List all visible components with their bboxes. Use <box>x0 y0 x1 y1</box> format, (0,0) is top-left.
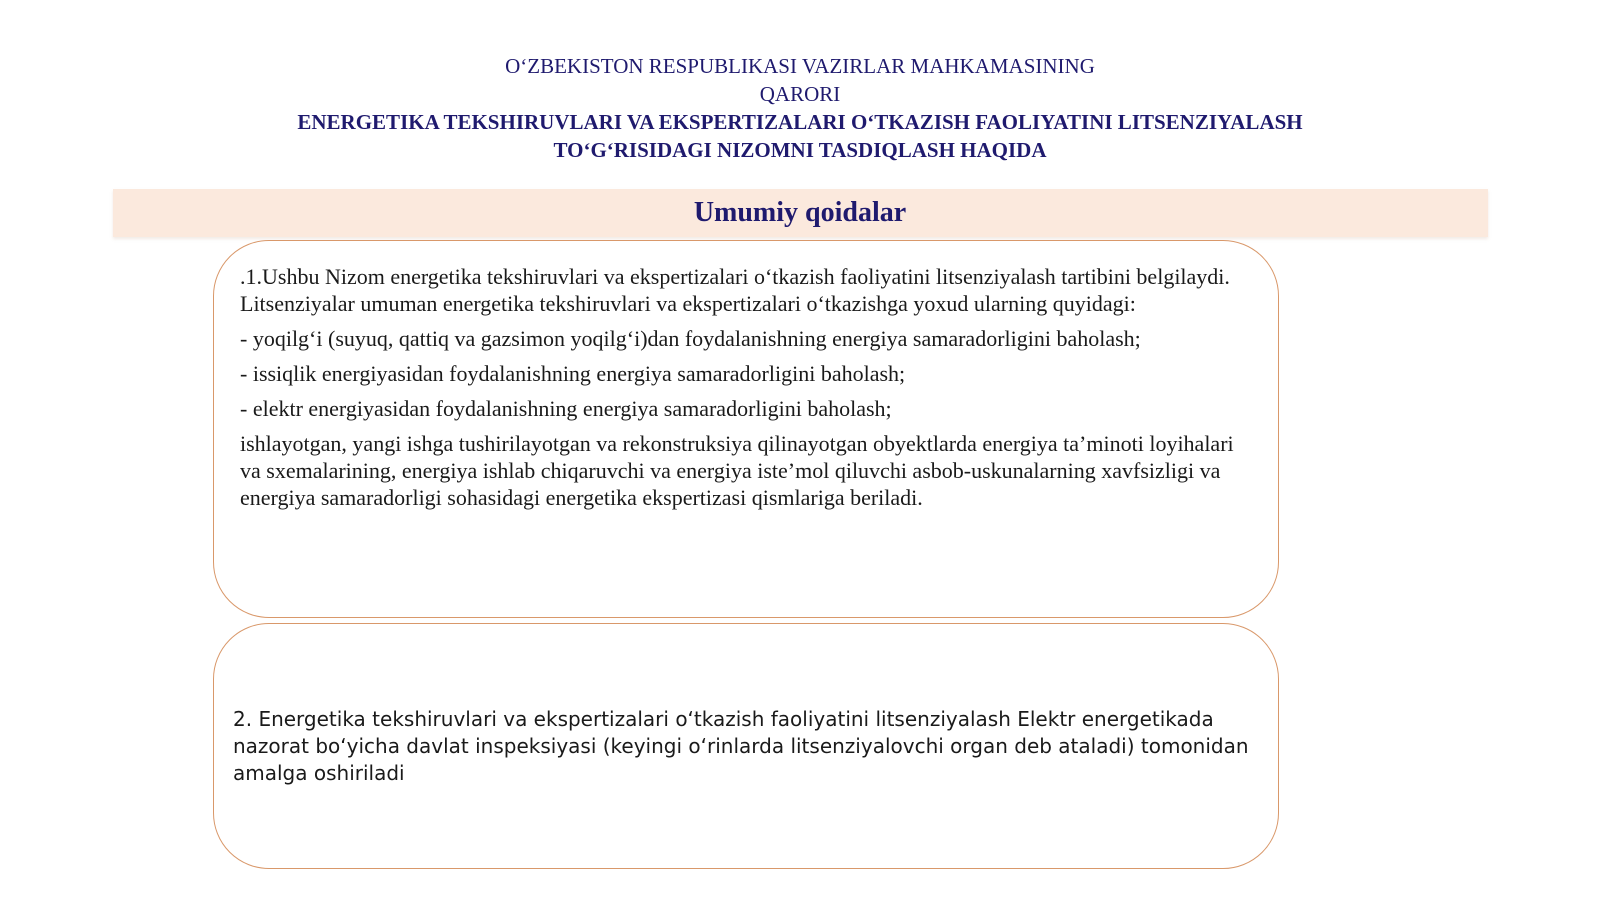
clause-2-box <box>213 623 1279 869</box>
header-line-decree: QARORI <box>759 82 841 106</box>
header-line-subject-2: TO‘G‘RISIDAGI NIZOMNI TASDIQLASH HAQIDA <box>553 138 1047 162</box>
clause-1-closing: ishlayotgan, yangi ishga tushirilayotgan va rekonstruksiya qilinayotgan obyektlarda energiya ta’minoti loyihalari va sxemalarining, energiya ishlab chiqaruvchi va energiya iste’mol qiluvchi asbob-uskunalarning xavfsizligi va energiya samaradorligi sohasidagi energetika ekspertizasi qismlariga beriladi. <box>240 431 1234 510</box>
header-line-subject-1: ENERGETIKA TEKSHIRUVLARI VA EKSPERTIZALARI O‘TKAZISH FAOLIYATINI LITSENZIYALASH <box>297 110 1303 134</box>
header-line-issuer: O‘ZBEKISTON RESPUBLIKASI VAZIRLAR MAHKAMASINING <box>505 54 1095 78</box>
section-title: Umumiy qoidalar <box>693 197 907 228</box>
clause-1-item-electric: - elektr energiyasidan foydalanishning energiya samaradorligini baholash; <box>240 396 892 421</box>
clause-1-box <box>213 240 1279 618</box>
clause-1-paragraph: .1.Ushbu Nizom energetika tekshiruvlari va ekspertizalari o‘tkazish faoliyatini litsenziyalash tartibini belgilaydi. Litsenziyalar umuman energetika tekshiruvlari va ekspertizalari o‘tkazishga yoxud ularning quyidagi: <box>240 264 1230 316</box>
clause-1-item-fuel: - yoqilg‘i (suyuq, qattiq va gazsimon yoqilg‘i)dan foydalanishning energiya samaradorligini baholash; <box>240 326 1141 351</box>
clause-1-item-heat: - issiqlik energiyasidan foydalanishning energiya samaradorligini baholash; <box>240 361 906 386</box>
clause-2-text: 2. Energetika tekshiruvlari va ekspertizalari o‘tkazish faoliyatini litsenziyalash Elektr energetikada nazorat bo‘yicha davlat inspeksiyasi (keyingi o‘rinlarda litsenziyalovchi organ deb ataladi) tomonidan amalga oshiriladi <box>233 707 1249 785</box>
document-header <box>0 52 1600 164</box>
